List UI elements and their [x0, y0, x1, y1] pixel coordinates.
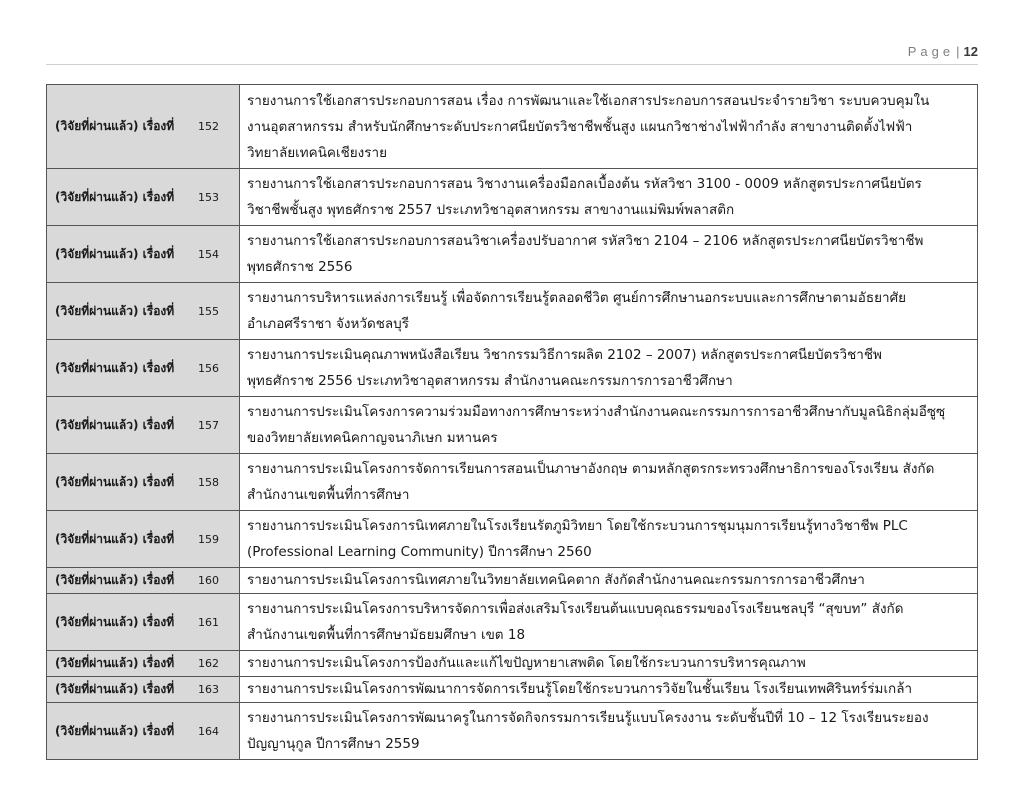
row-label: (วิจัยที่ผ่านแล้ว) เรื่องที่: [55, 682, 175, 696]
row-number: 160: [198, 574, 219, 587]
row-title-cell: [240, 703, 978, 760]
row-label: (วิจัยที่ผ่านแล้ว) เรื่องที่: [55, 474, 175, 489]
title-line: อำเภอศรีราชา จังหวัดชลบุรี: [247, 316, 409, 332]
header-rule: [46, 64, 978, 65]
row-label: (วิจัยที่ผ่านแล้ว) เรื่องที่: [55, 189, 175, 204]
title-line: รายงานการประเมินโครงการบริหารจัดการเพื่อส่งเสริมโรงเรียนต้นแบบคุณธรรมของโรงเรียนชลบุรี “สุขบท” สังกัด: [247, 601, 904, 617]
title-line: รายงานการประเมินโครงการความร่วมมือทางการศึกษาระหว่างสำนักงานคณะกรรมการการอาชีวศึกษากับมูลนิธิกลุ่มอีซูซุ: [247, 404, 946, 420]
title-line: ของวิทยาลัยเทคนิคกาญจนาภิเษก มหานคร: [247, 430, 498, 446]
title-line: พุทธศักราช 2556 ประเภทวิชาอุตสาหกรรม สำนักงานคณะกรรมการการอาชีวศึกษา: [247, 373, 733, 389]
row-number: 159: [198, 532, 219, 546]
title-line: งานอุตสาหกรรม สำหรับนักศึกษาระดับประกาศนียบัตรวิชาชีพชั้นสูง แผนกวิชาช่างไฟฟ้ากำลัง สาขางานติดตั้งไฟฟ้า: [247, 118, 913, 135]
row-number: 161: [198, 615, 219, 629]
title-line: รายงานการประเมินโครงการนิเทศภายในโรงเรียนรัตภูมิวิทยา โดยใช้กระบวนการชุมนุมการเรียนรู้ทางวิชาชีพ PLC: [247, 518, 908, 534]
table-row: [47, 594, 978, 651]
row-label: (วิจัยที่ผ่านแล้ว) เรื่องที่: [55, 119, 175, 133]
research-list-body: [47, 85, 978, 760]
row-label-cell: [47, 703, 240, 760]
table-row: [47, 397, 978, 454]
page-header: [908, 44, 978, 59]
title-line: วิทยาลัยเทคนิคเชียงราย: [247, 144, 387, 161]
row-title-cell: [240, 651, 978, 677]
title-line: สำนักงานเขตพื้นที่การศึกษามัธยมศึกษา เขต 18: [247, 627, 526, 643]
row-number: 164: [198, 724, 219, 738]
row-label-cell: [47, 677, 240, 703]
title-line: รายงานการประเมินโครงการป้องกันและแก้ไขปัญหายาเสพติด โดยใช้กระบวนการบริหารคุณภาพ: [247, 655, 806, 671]
row-title-cell: [240, 283, 978, 340]
row-title-cell: [240, 340, 978, 397]
page-number: 12: [963, 44, 978, 59]
table-row: [47, 169, 978, 226]
title-line: รายงานการประเมินโครงการพัฒนาครูในการจัดกิจกรรมการเรียนรู้แบบโครงงาน ระดับชั้นปีที่ 10 – 12 โรงเรียนระยอง: [247, 710, 929, 726]
row-label-cell: [47, 568, 240, 594]
title-line: ปัญญานุกูล ปีการศึกษา 2559: [247, 736, 420, 752]
table-row: [47, 511, 978, 568]
table-row: [47, 340, 978, 397]
table-row: [47, 651, 978, 677]
row-label-cell: [47, 397, 240, 454]
row-title-cell: [240, 85, 978, 169]
title-line: รายงานการประเมินโครงการนิเทศภายในวิทยาลัยเทคนิคตาก สังกัดสำนักงานคณะกรรมการการอาชีวศึกษา: [247, 572, 865, 588]
table-row: [47, 454, 978, 511]
table-row: [47, 226, 978, 283]
title-line: วิชาชีพชั้นสูง พุทธศักราช 2557 ประเภทวิชาอุตสาหกรรม สาขางานแม่พิมพ์พลาสติก: [247, 202, 735, 218]
title-line: รายงานการใช้เอกสารประกอบการสอน วิชางานเครื่องมือกลเบื้องต้น รหัสวิชา 3100 - 0009 หลักสูตรประกาศนียบัตร: [247, 176, 922, 192]
row-label-cell: [47, 594, 240, 651]
row-label: (วิจัยที่ผ่านแล้ว) เรื่องที่: [55, 360, 175, 375]
row-title-cell: [240, 169, 978, 226]
row-title-cell: [240, 677, 978, 703]
row-label: (วิจัยที่ผ่านแล้ว) เรื่องที่: [55, 417, 175, 432]
title-line: พุทธศักราช 2556: [247, 259, 353, 275]
row-number: 155: [198, 304, 219, 318]
row-label: (วิจัยที่ผ่านแล้ว) เรื่องที่: [55, 573, 175, 587]
title-line: รายงานการประเมินคุณภาพหนังสือเรียน วิชากรรมวิธีการผลิต 2102 – 2007) หลักสูตรประกาศนียบัตรวิชาชีพ: [247, 347, 882, 363]
table-row: [47, 703, 978, 760]
row-number: 153: [198, 190, 219, 204]
title-line: สำนักงานเขตพื้นที่การศึกษา: [247, 487, 410, 503]
row-label-cell: [47, 511, 240, 568]
title-line: รายงานการใช้เอกสารประกอบการสอนวิชาเครื่องปรับอากาศ รหัสวิชา 2104 – 2106 หลักสูตรประกาศนียบัตรวิชาชีพ: [247, 233, 924, 249]
row-label-cell: [47, 340, 240, 397]
row-label: (วิจัยที่ผ่านแล้ว) เรื่องที่: [55, 723, 175, 738]
row-title-cell: [240, 568, 978, 594]
row-number: 163: [198, 683, 219, 696]
row-number: 162: [198, 657, 219, 670]
research-list-table: [46, 84, 978, 760]
row-label-cell: [47, 651, 240, 677]
row-title-cell: [240, 454, 978, 511]
table-row: [47, 677, 978, 703]
row-label-cell: [47, 85, 240, 169]
row-title-cell: [240, 226, 978, 283]
title-line: รายงานการประเมินโครงการจัดการเรียนการสอนเป็นภาษาอังกฤษ ตามหลักสูตรกระทรวงศึกษาธิการของโรงเรียน สังกัด: [247, 461, 935, 477]
title-line: รายงานการใช้เอกสารประกอบการสอน เรื่อง การพัฒนาและใช้เอกสารประกอบการสอนประจำรายวิชา ระบบควบคุมใน: [247, 92, 930, 109]
row-label-cell: [47, 169, 240, 226]
title-line: รายงานการประเมินโครงการพัฒนาการจัดการเรียนรู้โดยใช้กระบวนการวิจัยในชั้นเรียน โรงเรียนเทพศิรินทร์ร่มเกล้า: [247, 681, 913, 697]
row-title-cell: [240, 511, 978, 568]
row-title-cell: [240, 594, 978, 651]
row-label-cell: [47, 283, 240, 340]
row-number: 158: [198, 475, 219, 489]
title-line: รายงานการบริหารแหล่งการเรียนรู้ เพื่อจัดการเรียนรู้ตลอดชีวิต ศูนย์การศึกษานอกระบบและการศึกษาตามอัธยาศัย: [247, 290, 907, 306]
row-number: 152: [198, 120, 219, 133]
row-number: 156: [198, 361, 219, 375]
row-label: (วิจัยที่ผ่านแล้ว) เรื่องที่: [55, 656, 175, 670]
page-label: Page: [907, 44, 955, 59]
row-number: 154: [198, 247, 219, 261]
table-row: [47, 85, 978, 169]
row-label: (วิจัยที่ผ่านแล้ว) เรื่องที่: [55, 246, 175, 261]
row-label: (วิจัยที่ผ่านแล้ว) เรื่องที่: [55, 614, 175, 629]
title-line: (Professional Learning Community) ปีการศึกษา 2560: [247, 544, 592, 560]
row-label-cell: [47, 454, 240, 511]
table-row: [47, 568, 978, 594]
table-row: [47, 283, 978, 340]
row-title-cell: [240, 397, 978, 454]
page-separator: |: [956, 44, 960, 59]
row-label: (วิจัยที่ผ่านแล้ว) เรื่องที่: [55, 531, 175, 546]
row-label: (วิจัยที่ผ่านแล้ว) เรื่องที่: [55, 303, 175, 318]
row-number: 157: [198, 418, 219, 432]
row-label-cell: [47, 226, 240, 283]
